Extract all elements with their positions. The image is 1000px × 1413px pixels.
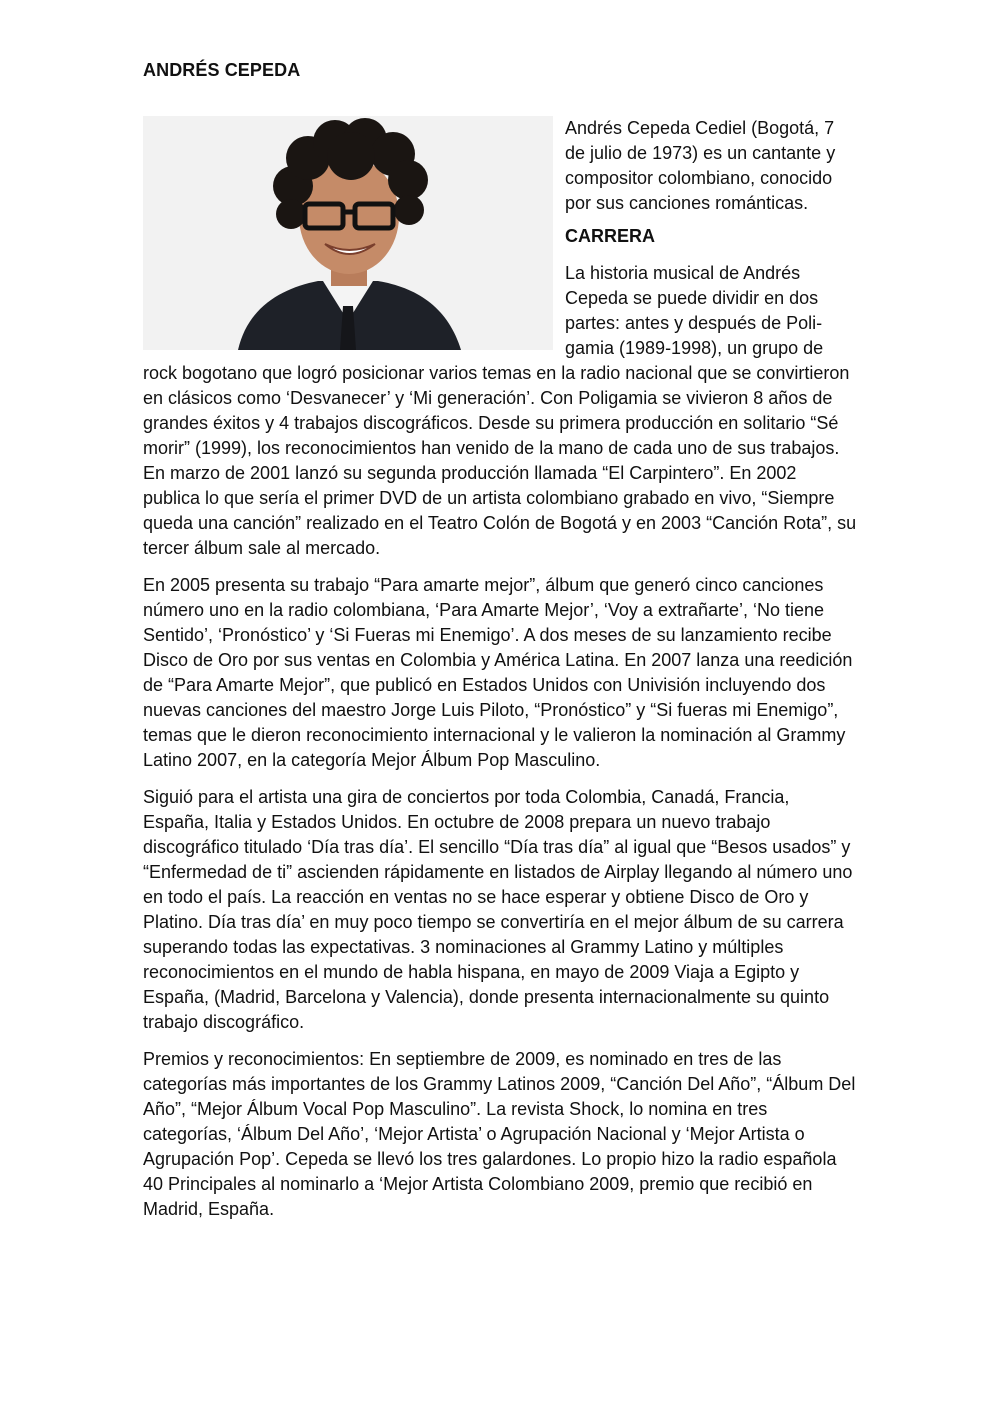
intro-text: Andrés Cepeda Cediel (Bogotá, 7 de julio de 1973) es un cantante y compositor colombiano, conocido por sus canciones románticas. (565, 118, 836, 213)
document-page (143, 58, 858, 1234)
body-paragraph-3: Siguió para el artista una gira de conciertos por toda Colombia, Canadá, Francia, España, Italia y Estados Unidos. En octubre de 2008 prepara un nuevo trabajo discográfico titulado ‘Día tras día’. El sencillo “Día tras día” al igual que “Besos usados” y “Enfermedad de ti” ascienden rápidamente en listados de Airplay llegando al número uno en todo el país. La reacción en ventas no se hace esperar y obtiene Disco de Oro y Platino. Día tras día’ en muy poco tiempo se convertiría en el mejor álbum de su carrera superando todas las expectativas. 3 nominaciones al Grammy Latino y múltiples reconocimientos en el mundo de habla hispana, en mayo de 2009 Viaja a Egipto y España, (Madrid, Barcelona y Valencia), donde presenta internacionalmente su quinto trabajo discográfico. (143, 787, 853, 1032)
portrait-photo (143, 116, 553, 350)
portrait-illustration (143, 116, 553, 350)
body-paragraph-4: Premios y reconocimientos: En septiembre de 2009, es nominado en tres de las categorías más importantes de los Grammy Latinos 2009, “Canción Del Año”, “Álbum Del Año”, “Mejor Álbum Vocal Pop Masculino”. La revista Shock, lo nomina en tres categorías, ‘Álbum Del Año’, ‘Mejor Artista’ o Agrupación Nacional y ‘Mejor Artista o Agrupación Pop’. Cepeda se llevó los tres galardones. Lo propio hizo la radio española 40 Principales al nominarlo a ‘Mejor Artista Colombiano 2009, premio que recibió en Madrid, España. (143, 1049, 856, 1219)
section-heading: CARRERA (565, 226, 655, 246)
document-title: ANDRÉS CEPEDA (143, 60, 301, 80)
body-paragraph-2: En 2005 presenta su trabajo “Para amarte mejor”, álbum que generó cinco canciones número uno en la radio colombiana, ‘Para Amarte Mejor’, ‘Voy a extrañarte’, ‘No tiene Sentido’, ‘Pronóstico’ y ‘Si Fueras mi Enemigo’. A dos meses de su lanzamiento recibe Disco de Oro por sus ventas en Colombia y América Latina. En 2007 lanza una reedición de “Para Amarte Mejor”, que publicó en Estados Unidos con Univisión incluyendo dos nuevas canciones del maestro Jorge Luis Piloto, “Pronóstico” y “Si fueras mi Enemigo”, temas que le dieron reconocimiento internacional y le valieron la nominación al Grammy Latino 2007, en la categoría Mejor Álbum Pop Masculino. (143, 575, 853, 770)
body-paragraph-1: La historia musical de Andrés Cepeda se puede dividir en dos partes: antes y después de Poligamia (1989-1998), un grupo de rock bogotano que logró posicionar varios temas en la radio nacional que se convirtieron en clásicos como ‘Desvanecer’ y ‘Mi generación’. Con Poligamia se vivieron 8 años de grandes éxitos y 4 trabajos discográficos. Desde su primera producción en solitario “Sé morir” (1999), los reconocimientos han venido de la mano de cada uno de sus trabajos. En marzo de 2001 lanzó su segunda producción llamada “El Carpintero”. En 2002 publica lo que sería el primer DVD de un artista colombiano grabado en vivo, “Siempre queda una canción” realizado en el Teatro Colón de Bogotá y en 2003 “Canción Rota”, su tercer álbum sale al mercado. (143, 263, 857, 558)
